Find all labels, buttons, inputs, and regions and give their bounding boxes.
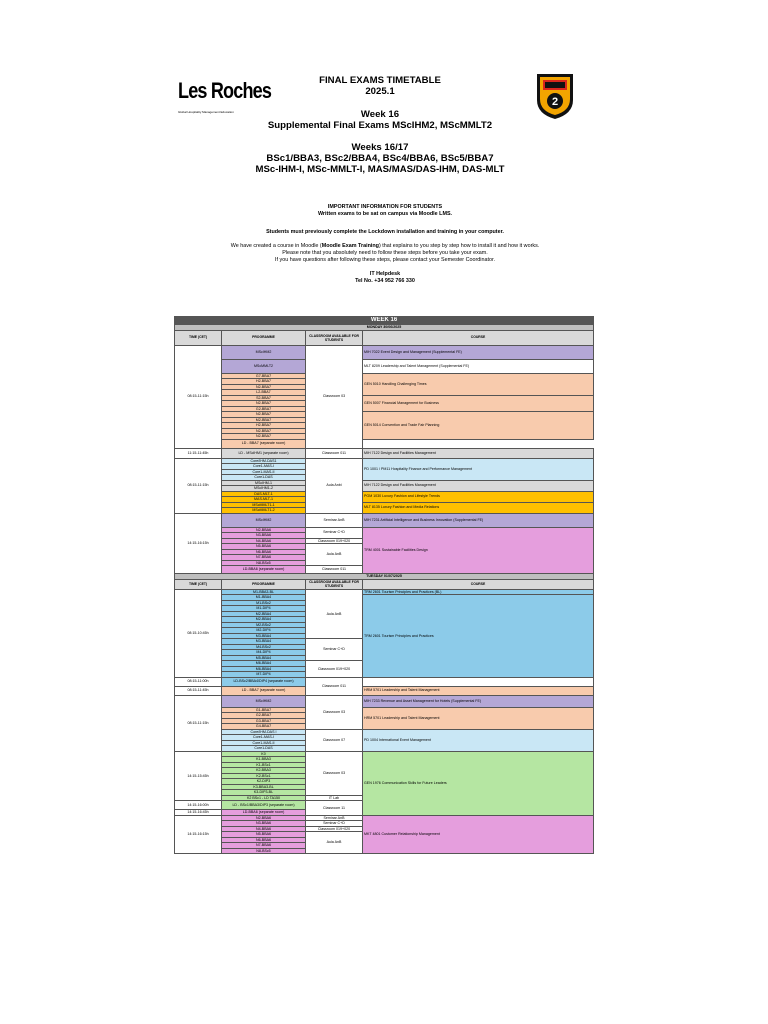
table-cell-programme: M3-BBA4 bbox=[222, 639, 306, 645]
table-cell-classroom: Classroom 03 bbox=[306, 695, 363, 729]
table-cell-programme: LD - BBA7 (separate room) bbox=[222, 439, 306, 448]
table-cell-programme: N8-BSc5 bbox=[222, 848, 306, 854]
logo-tagline: Global Hospitality Management Education bbox=[178, 110, 234, 114]
table-cell-classroom: Seminar AnB bbox=[306, 815, 363, 821]
table-cell-course: MKT 4801 Customer Relationship Management bbox=[363, 815, 594, 854]
table-cell-course: HRM 5701 Leadership and Talent Management bbox=[363, 686, 594, 695]
table-cell-classroom: Aula AnB bbox=[306, 589, 363, 639]
table-cell-course: TRM 2601 Tourism Principles and Practices bbox=[363, 595, 594, 678]
table-cell-programme: M1-DIP4 bbox=[222, 606, 306, 612]
table-cell-programme: LD-BSc2/BBA4/DIP4 (separate room) bbox=[222, 677, 306, 686]
table-cell-programme: MScIHM2 bbox=[222, 513, 306, 527]
table-cell-course: HRM 5701 Leadership and Talent Management bbox=[363, 707, 594, 729]
table-cell-programme: G1-BBA7 bbox=[222, 707, 306, 713]
table-cell-course: MIH 7231 Artificial Intelligence and Business Innovation (Supplemental FE) bbox=[363, 513, 594, 527]
table-cell-programme: M2-BBA7 bbox=[222, 417, 306, 423]
table-cell-programme: Core/IHM-DAS I bbox=[222, 729, 306, 735]
table-cell-programme: M2-DIP4 bbox=[222, 628, 306, 634]
table-cell-time: 11:15-11:45h bbox=[175, 448, 222, 458]
table-cell-programme: LD - BSc1/BBA3/DIP3 (separate room) bbox=[222, 801, 306, 810]
table-cell-programme: G2-BBA7 bbox=[222, 406, 306, 412]
weeks-label: Weeks 16/17 bbox=[351, 142, 409, 153]
table-cell-course: GEN 5014 Convention and Trade Fair Planning bbox=[363, 412, 594, 440]
col-time: TIME (CET) bbox=[175, 330, 222, 345]
table-cell-programme: MScIHM1-2 bbox=[222, 486, 306, 492]
helpdesk-label: IT Helpdesk bbox=[369, 271, 401, 277]
table-cell-course: PD 1004 International Event Management bbox=[363, 729, 594, 751]
week-header: WEEK 16 bbox=[175, 317, 594, 325]
logo-name: Les Roches bbox=[178, 78, 272, 103]
table-cell-programme: K2-BSc1 bbox=[222, 773, 306, 779]
table-cell-programme: Core1-MAS-I bbox=[222, 464, 306, 470]
table-cell-programme: K2 BSc1 - LD TA150 bbox=[222, 795, 306, 801]
table-cell-classroom: Classroom 03 bbox=[306, 345, 363, 448]
lockdown-note: Students must previously complete the Lockdown installation and training in your computer. bbox=[266, 229, 504, 235]
table-cell-programme: K1-BSc1 bbox=[222, 762, 306, 768]
table-cell-programme: N5-BBA6 bbox=[222, 544, 306, 550]
table-cell-programme: K2-BBA3 bbox=[222, 768, 306, 774]
table-cell-programme: G4-BBA7 bbox=[222, 724, 306, 730]
table-cell-programme: G2-BBA7 bbox=[222, 713, 306, 719]
table-cell-programme: N5-BBA6 bbox=[222, 832, 306, 838]
crest-badge-icon bbox=[535, 72, 575, 120]
table-cell-time: 08:15-11:45h bbox=[175, 686, 222, 695]
table-cell-classroom: Classroom 11 bbox=[306, 801, 363, 816]
table-cell-course: MLT 8135 Luxury Fashion and Media Relations bbox=[363, 502, 594, 513]
table-cell-course: GEN 1976 Communication Skills for Future Leaders bbox=[363, 751, 594, 815]
table-cell-time: 08:15-11:15h bbox=[175, 345, 222, 448]
table-cell-programme: M3-BBA4 bbox=[222, 633, 306, 639]
col-time: TIME (CET) bbox=[175, 579, 222, 589]
table-cell-programme: N8-BSc5 bbox=[222, 560, 306, 566]
table-cell-programme: L2-BBA7 bbox=[222, 390, 306, 396]
table-cell-programme: M4-DIP4 bbox=[222, 650, 306, 656]
col-course: COURSE bbox=[363, 330, 594, 345]
table-cell-programme: N7-BBA6 bbox=[222, 555, 306, 561]
table-cell-programme: MAS-MLT-1 bbox=[222, 497, 306, 503]
table-cell-course: MIH 7122 Design and Facilities Management bbox=[363, 480, 594, 491]
table-cell-programme: N6-BBA6 bbox=[222, 549, 306, 555]
col-programme: PROGRAMME bbox=[222, 579, 306, 589]
helpdesk-phone: Tel No. +34 952 766 330 bbox=[355, 278, 415, 284]
table-cell-course: TRM 2601 Tourism Principles and Practices (BL) bbox=[363, 589, 594, 595]
table-cell-programme: K3-DIP3-BL bbox=[222, 790, 306, 796]
table-cell-time: 14:15-16:15h bbox=[175, 815, 222, 854]
table-cell-programme: LD-BBA6 (separate room) bbox=[222, 810, 306, 816]
table-cell-classroom: Classroom 019+020 bbox=[306, 661, 363, 678]
table-cell-classroom: Seminar C+D bbox=[306, 527, 363, 538]
table-cell-programme: M1-BBA4 bbox=[222, 595, 306, 601]
table-cell-time: 08:15-11:15h bbox=[175, 695, 222, 751]
contact-note: If you have questions after following these steps, please contact your Semester Coordinator. bbox=[275, 257, 495, 263]
table-cell-time: 14:15-16:00h bbox=[175, 801, 222, 810]
table-cell-programme: LD-BBA6 (separate room) bbox=[222, 566, 306, 574]
table-cell-programme: Core1-MAS-II bbox=[222, 740, 306, 746]
table-cell-course: MIH 7233 Revenue and Asset Management for Hotels (Supplemental FE) bbox=[363, 695, 594, 707]
table-cell-programme: M2-BSc2 bbox=[222, 622, 306, 628]
programmes-line2: MSc-IHM-I, MSc-MMLT-I, MAS/MAS/DAS-IHM, DAS-MLT bbox=[255, 164, 505, 175]
table-cell-course: TRM 4001 Sustainable Facilities Design bbox=[363, 527, 594, 574]
table-cell-classroom: Seminar C+D bbox=[306, 821, 363, 827]
table-cell-programme: Core1-DAS bbox=[222, 746, 306, 752]
table-cell-programme: M7-DIP4 bbox=[222, 672, 306, 678]
table-cell-programme: M1-BBA3-BL bbox=[222, 589, 306, 595]
table-cell-classroom: Classroom 07 bbox=[306, 729, 363, 751]
table-cell-course: GEN 5007 Financial Management for Business bbox=[363, 395, 594, 412]
table-cell-programme: Core1-MAS-II bbox=[222, 469, 306, 475]
table-cell-programme: N3-BBA6 bbox=[222, 533, 306, 539]
table-cell-time: 08:15-11:00h bbox=[175, 677, 222, 686]
table-cell-programme: N4-BBA6 bbox=[222, 538, 306, 544]
col-classroom: CLASSROOM AVAILABLE FOR STUDENTS bbox=[306, 330, 363, 345]
table-cell-time: 08:15-10:45h bbox=[175, 589, 222, 677]
table-cell-programme: MScMMLT2 bbox=[222, 359, 306, 373]
table-cell-programme: N7-BBA6 bbox=[222, 843, 306, 849]
table-cell-programme: M6-BBA4 bbox=[222, 666, 306, 672]
col-course: COURSE bbox=[363, 579, 594, 589]
crest-number: 2 bbox=[551, 96, 559, 108]
table-cell-classroom: Classroom 03 bbox=[306, 751, 363, 795]
table-cell-programme: DAS-MLT-1 bbox=[222, 491, 306, 497]
table-cell-programme: Core1-MAS-I bbox=[222, 735, 306, 741]
table-cell-classroom: Seminar C+D bbox=[306, 639, 363, 661]
table-cell-course: MIH 7022 Event Design and Management (Supplemental FE) bbox=[363, 345, 594, 359]
table-cell-course: GEN 5010 Handling Challenging Times bbox=[363, 373, 594, 395]
table-cell-programme: MScMMLT1-1 bbox=[222, 502, 306, 508]
table-cell-classroom: Classroom 019+020 bbox=[306, 538, 363, 544]
table-cell-programme: K2-DIP3 bbox=[222, 779, 306, 785]
table-cell-programme: G3-BBA7 bbox=[222, 718, 306, 724]
table-cell-programme: S2-BBA7 bbox=[222, 395, 306, 401]
table-cell-programme: N4-BBA6 bbox=[222, 826, 306, 832]
table-cell-programme: N2-BBA7 bbox=[222, 428, 306, 434]
moodle-note: We have created a course in Moodle (Moodle Exam Training) that explains to you step by step how to install it and how it works. bbox=[230, 243, 540, 249]
table-cell-programme: K0 bbox=[222, 751, 306, 757]
table-cell-programme: N2-BBA7 bbox=[222, 401, 306, 407]
table-cell-classroom: Classroom 011 bbox=[306, 566, 363, 574]
table-cell-programme: M1-BSc2 bbox=[222, 600, 306, 606]
table-cell-programme: Core1-DAS bbox=[222, 475, 306, 481]
info-subtitle: Written exams to be sat on campus via Moodle LMS. bbox=[317, 211, 453, 217]
table-cell-classroom: IT Lab bbox=[306, 795, 363, 801]
timetable bbox=[174, 316, 594, 854]
table-cell-time: 08:15-11:15h bbox=[175, 458, 222, 513]
table-cell-programme: N3-BBA6 bbox=[222, 821, 306, 827]
table-cell-programme: Core/IHM-DAS1 bbox=[222, 458, 306, 464]
col-classroom: CLASSROOM AVAILABLE FOR STUDENTS bbox=[306, 579, 363, 589]
table-cell-programme: M2-BBA4 bbox=[222, 611, 306, 617]
table-cell-classroom: Seminar AnB bbox=[306, 513, 363, 527]
table-cell-classroom: Classroom 019+020 bbox=[306, 826, 363, 832]
term: 2025.1 bbox=[365, 86, 395, 97]
col-programme: PROGRAMME bbox=[222, 330, 306, 345]
table-cell-course: PD 1001 / PM11 Hospitality Finance and Performance Management bbox=[363, 458, 594, 480]
supplemental-label: Supplemental Final Exams MScIHM2, MScMMLT2 bbox=[267, 120, 493, 131]
table-cell-classroom: Classroom 011 bbox=[306, 448, 363, 458]
table-cell-programme: G7-BBA7 bbox=[222, 373, 306, 379]
programmes-line1: BSc1/BBA3, BSc2/BBA4, BSc4/BBA6, BSc5/BBA7 bbox=[266, 153, 494, 164]
table-cell-time: 14:15-16:45h bbox=[175, 810, 222, 816]
table-cell-programme: MScIHM-1 bbox=[222, 480, 306, 486]
table-cell-programme: MScIHM2 bbox=[222, 345, 306, 359]
table-cell-classroom: Aula Anbi bbox=[306, 458, 363, 513]
table-cell-programme: LD - BBA7 (separate room) bbox=[222, 686, 306, 695]
table-cell-programme: H2-BBA7 bbox=[222, 379, 306, 385]
table-cell-programme: N2-BBA7 bbox=[222, 384, 306, 390]
table-cell-course bbox=[363, 677, 594, 686]
table-cell-programme: LD - MScIHM1 (separate room) bbox=[222, 448, 306, 458]
table-cell-course: PGM 1030 Luxury Fashion and Lifestyle Trends bbox=[363, 491, 594, 502]
table-cell-classroom: Aula AnB bbox=[306, 832, 363, 854]
title: FINAL EXAMS TIMETABLE bbox=[319, 75, 441, 86]
table-cell-classroom: Classroom 011 bbox=[306, 677, 363, 695]
table-cell-time: 14:15-16:15h bbox=[175, 513, 222, 574]
day-header-monday: MONDAY 30/06/2025 bbox=[175, 325, 594, 331]
table-cell-programme: K3-BBA3-BL bbox=[222, 784, 306, 790]
table-cell-programme: M6-BBA4 bbox=[222, 661, 306, 667]
table-cell-course: MIH 7122 Design and Facilities Management bbox=[363, 448, 594, 458]
steps-note: Please note that you absolutely need to follow these steps before you take your exam. bbox=[282, 250, 488, 256]
table-cell-programme: M2-BBA4 bbox=[222, 617, 306, 623]
table-cell-programme: N2-BBA7 bbox=[222, 434, 306, 440]
table-cell-programme: M4-BSc2 bbox=[222, 644, 306, 650]
table-cell-programme: MScIHM2 bbox=[222, 695, 306, 707]
day-header-tuesday: TUESDAY 01/07/2025 bbox=[175, 574, 594, 580]
table-cell-classroom: Aula AnB bbox=[306, 544, 363, 566]
table-cell-time: 14:15-15:45h bbox=[175, 751, 222, 801]
table-cell-programme: N2-BBA7 bbox=[222, 412, 306, 418]
table-cell-programme: M5-BBA4 bbox=[222, 655, 306, 661]
info-title: IMPORTANT INFORMATION FOR STUDENTS bbox=[327, 204, 443, 210]
table-cell-programme: N2-BBA6 bbox=[222, 815, 306, 821]
table-cell-programme: K1-BBA3 bbox=[222, 757, 306, 763]
table-cell-programme: H2-BBA7 bbox=[222, 423, 306, 429]
table-cell-programme: MScMMLT1-2 bbox=[222, 508, 306, 514]
table-cell-programme: N6-BBA6 bbox=[222, 837, 306, 843]
table-cell-course: MLT 8209 Leadership and Talent Management (Supplemental FE) bbox=[363, 359, 594, 373]
table-cell-programme: N2-BBA6 bbox=[222, 527, 306, 533]
week-label: Week 16 bbox=[360, 109, 400, 120]
